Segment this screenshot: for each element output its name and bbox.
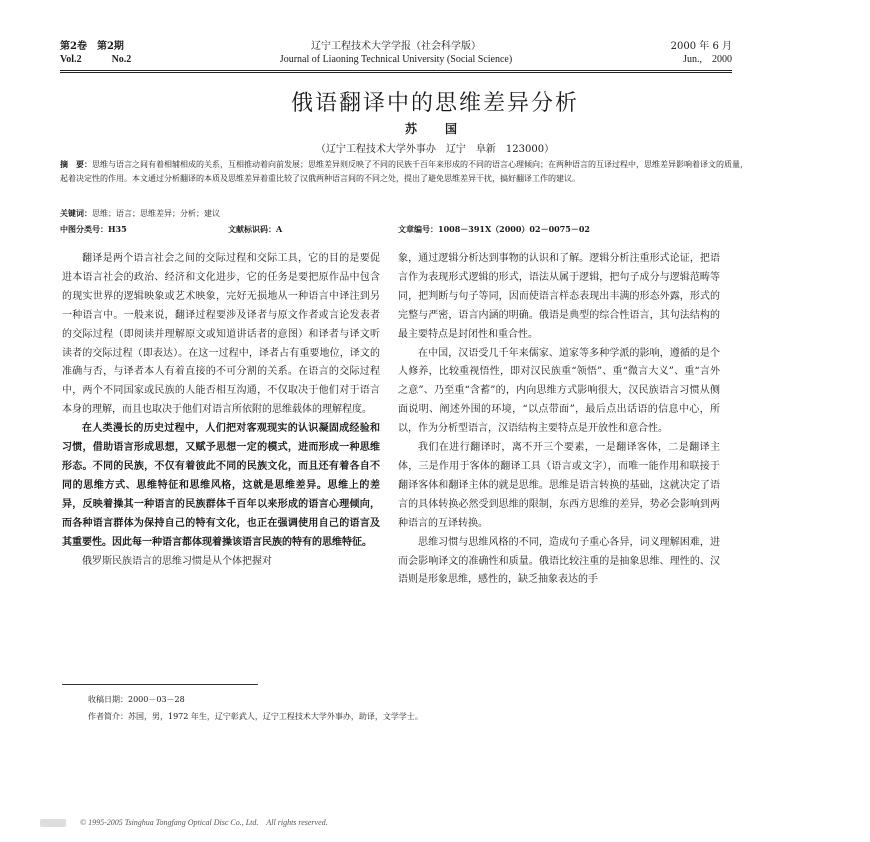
body-column-left <box>62 250 380 571</box>
author-bio: 作者简介：苏国，男，1972 年生，辽宁彰武人，辽宁工程技术大学外事办，助译，文学学士。 <box>88 712 423 721</box>
volume-issue-cn: 第2卷 第2期 <box>60 41 124 52</box>
abstract <box>60 157 750 186</box>
clc-number: 中图分类号：H35 <box>60 224 127 234</box>
header-rule <box>60 70 732 71</box>
volume-issue-en: Vol.2 No.2 <box>60 54 132 65</box>
paragraph: 思维习惯与思维风格的不同，造成句子重心各异，词义理解困难，进而会影响译文的准确性和质量。俄语比较注重的是抽象思维、理性的、汉语则是形象思维，感性的，缺乏抽象表达的手 <box>398 536 720 586</box>
paragraph: 在中国，汉语受几千年来儒家、道家等多种学派的影响，遵循的是个人修养，比较重视悟性，即对汉民族重“领悟”、重“微言大义”、重“言外之意”、乃至重“含蓄”的，内向思维方式影响很大，汉民族语言习惯从侧面说明、阐述外围的环境，“以点带面”，最后点出话语的信息中心，所以，作为分析型语言，汉语结构主要特点是开放性和意合性。 <box>398 347 720 435</box>
author-affiliation: （辽宁工程技术大学外事办 辽宁 阜新 123000） <box>315 144 555 155</box>
paragraph: 俄罗斯民族语言的思维习惯是从个体把握对 <box>82 555 272 567</box>
copyright-footer <box>40 817 328 828</box>
publisher-logo-icon <box>40 819 66 827</box>
paragraph: 翻译是两个语言社会之间的交际过程和交际工具，它的目的是要促进本语言社会的政治、经济和文化进步，它的任务是要把原作品中包含的现实世界的逻辑映象或艺术映象，完好无损地从一种语言中译注到另一种语言中。一般来说，翻译过程要涉及译者与原文作者或言论发表者的交际过程（即阅读并理解原文或知道讲话者的意图）和译者与译文听读者的交际过程（即表达）。在这一过程中，译者占有重要地位，译文的准确与否，与译者本人有着直接的不可分割的关系。在语言的交际过程中，两个不同国家或民族的人能否相互沟通，不仅取决于他们对于语言本身的理解，而且也取决于他们对语言所依附的思维载体的理解程度。 <box>62 253 380 416</box>
document-code: 文献标识码：A <box>228 224 283 234</box>
received-date: 收稿日期：2000－03－28 <box>88 695 185 704</box>
footnote-rule <box>62 684 258 685</box>
publication-date <box>671 40 732 66</box>
journal-name-en: Journal of Liaoning Technical University (Social Science) <box>279 54 513 65</box>
journal-name <box>220 40 572 66</box>
author-name: 苏 国 <box>404 122 465 136</box>
paragraph: 象，通过逻辑分析达到事物的认识和了解。逻辑分析注重形式论证，把语言作为表现形式逻辑的形式，语法从属于逻辑，把句子成分与逻辑范畴等同，把判断与句子等同，因而使语言样态表现出丰满的形态外露，形式的完整与严密，语言内涵的明确。俄语是典型的综合性语言，其句法结构的最主要特点是封闭性和重合性。 <box>398 253 720 340</box>
keywords-text: 思维；语言；思维差异；分析；建议 <box>92 209 220 218</box>
body-column-right <box>398 250 720 590</box>
article-title: 俄语翻译中的思维差异分析 <box>290 91 579 116</box>
publication-date-en: Jun., 2000 <box>683 54 732 65</box>
volume-issue <box>60 40 131 66</box>
copyright-text: © 1995-2005 Tsinghua Tongfang Optical Disc Co., Ltd. All rights reserved. <box>80 818 328 827</box>
article-number: 文章编号：1008－391X（2000）02－0075－02 <box>398 224 590 234</box>
paragraph: 在人类漫长的历史过程中，人们把对客观现实的认识凝固成经验和习惯，借助语言形成思想，又赋予思想一定的模式，进而形成一种思维形态。不同的民族，不仅有着彼此不同的民族文化，而且还有着各自不同的思维方式、思维特征和思维风格，这就是思维差异。思维上的差异，反映着操其一种语言的民族群体千百年以来形成的语言心理倾向，而各种语言群体为保持自己的特有文化，也正在强调使用自己的语言及其重要性。因此每一种语言都体现着操该语言民族的特有的思维特征。 <box>62 423 380 548</box>
abstract-label: 摘 要： <box>60 159 92 169</box>
abstract-text: 思维与语言之间有着相辅相成的关系，互相推动着向前发展；思维差异则反映了不同的民族千百年来形成的不同的语言心理倾向；在两种语言的互译过程中，思维差异影响着译文的质量，起着决定性的作用。本文通过分析翻译的本质及思维差异着重比较了汉俄两种语言间的不同之处，提出了避免思维差异干扰，搞好翻译工作的建议。 <box>60 160 748 183</box>
keywords <box>60 208 750 219</box>
paragraph: 我们在进行翻译时，离不开三个要素，一是翻译客体，二是翻译主体，三是作用于客体的翻译工具（语言或文字），而唯一能作用和联接于翻译客体和翻译主体的就是思维。思维是语言转换的基础，这就决定了语言的具体转换必然受到思维的限制，东西方思维的差异，势必会影响到两种语言的互译转换。 <box>398 442 720 529</box>
publication-date-cn: 2000 年 6 月 <box>670 41 732 52</box>
running-header <box>60 40 732 70</box>
classification-line <box>60 224 750 238</box>
header-rule-thin <box>60 72 732 73</box>
journal-name-cn: 辽宁工程技术大学学报（社会科学版） <box>311 41 481 52</box>
keywords-label: 关键词： <box>60 208 92 218</box>
